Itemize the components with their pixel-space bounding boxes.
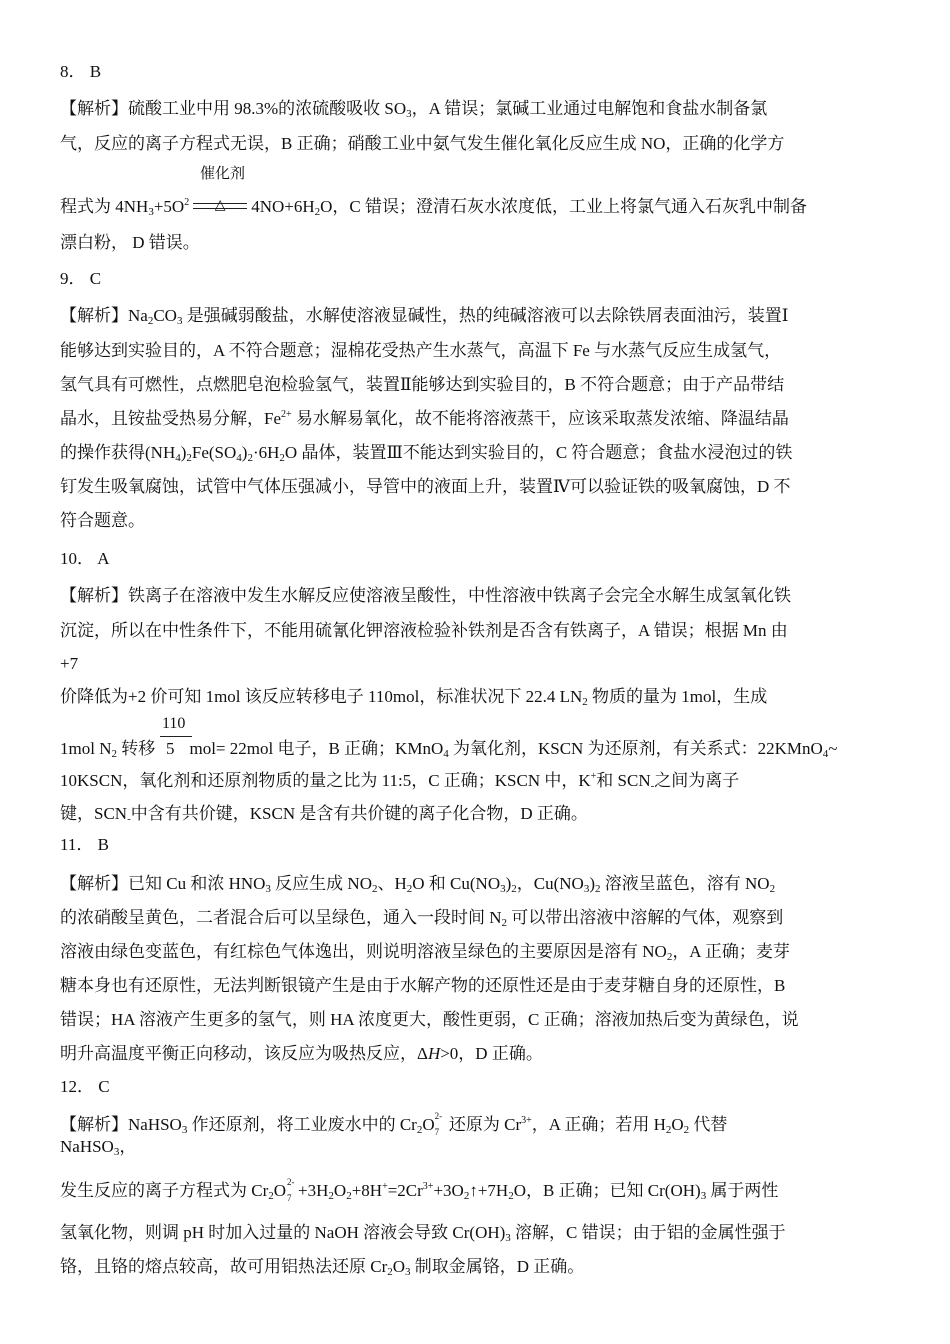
fraction-bar <box>160 736 192 737</box>
explanation-10-line-3: +7 <box>60 654 79 673</box>
fraction-denominator: 5 <box>165 739 175 758</box>
answer-11: 11． B <box>60 835 109 854</box>
explanation-11-line-6: 明升高温度平衡正向移动，该反应为吸热反应，ΔH>0，D 正确。 <box>60 1044 543 1063</box>
explanation-10-line-7: 键，$SCN_-$中含有共价键，KSCN 是含有共价键的离子化合物，D 正确。 <box>60 804 588 825</box>
explanation-9-line-2: 能够达到实验目的，A 不符合题意；湿棉花受热产生水蒸气，高温下 Fe 与水蒸气反应生成氢气， <box>60 341 782 360</box>
explanation-9-line-5: 的操作获得$(NH_4)_2Fe(SO_4)_2\cdot 6H_2O$ 晶体，装置Ⅲ不能达到实验目的，C 符合题意；食盐水浸泡过的铁 <box>60 443 793 464</box>
explanation-8-line-3: 程式为 $4NH_3+5O^2$ △ $4NO+6H_2O$，C 错误；澄清石灰水浓度低，工业上将氯气通入石灰乳中制备 <box>60 197 807 218</box>
explanation-9-line-6: 钉发生吸氧腐蚀，试管中气体压强减小，导管中的液面上升，装置Ⅳ可以验证铁的吸氧腐蚀，D 不 <box>60 477 791 496</box>
explanation-11-line-1: 【解析】已知 Cu 和浓 $HNO_3$ 反应生成 $NO_2$、$H_2O$ 和 $Cu(NO_3)_2$，$Cu(NO_3)_2$ 溶液呈蓝色，溶有 $NO_2$ <box>60 874 776 895</box>
catalyst-arrow-icon: △ <box>193 203 247 209</box>
explanation-11-line-2: 的浓硝酸呈黄色，二者混合后可以呈绿色，通入一段时间 $N_2$ 可以带出溶液中溶解的气体，观察到 <box>60 908 784 929</box>
answer-10: 10． A <box>60 549 110 568</box>
explanation-9-line-4: 晶水，且铵盐受热易分解，$Fe^{2+}$ 易水解易氧化，故不能将溶液蒸干，应该采取蒸发浓缩、降温结晶 <box>60 409 789 428</box>
explanation-8-line-4: 漂白粉， D 错误。 <box>60 233 200 252</box>
explanation-9-line-3: 氢气具有可燃性，点燃肥皂泡检验氢气，装置Ⅱ能够达到实验目的，B 不符合题意；由于产品带结 <box>60 375 785 394</box>
explanation-12-line-3: 发生反应的离子方程式为 $Cr_2O$ 2- 7 $+3H_2O_2+8H^+=2Cr^{3+}+3O_2↑+7H_2O$，B 正确；已知 $Cr(OH)_3$ 属于两性 <box>60 1177 779 1203</box>
explanation-10-line-6: 10KSCN，氧化剂和还原剂物质的量之比为 11:5，C 正确；KSCN 中，K+和 $SCN_-$之间为离子 <box>60 771 740 792</box>
explanation-12-line-4: 氢氧化物，则调 pH 时加入过量的 NaOH 溶液会导致 $Cr(OH)_3$ 溶解，C 错误；由于铝的金属性强于 <box>60 1223 786 1244</box>
explanation-10-line-1: 【解析】铁离子在溶液中发生水解反应使溶液呈酸性，中性溶液中铁离子会完全水解生成氢氧化铁 <box>60 586 791 605</box>
explanation-9-line-7: 符合题意。 <box>60 511 145 530</box>
explanation-11-line-5: 错误；HA 溶液产生更多的氢气，则 HA 浓度更大，酸性更弱，C 正确；溶液加热后变为黄绿色，说 <box>60 1010 799 1029</box>
explanation-10-line-5: 1mol $N_2$ 转移 5 mol= 22mol 电子，B 正确；KMnO$_4$ 为氧化剂，KSCN 为还原剂，有关系式：22KMnO$_4$~ <box>60 739 838 760</box>
fraction-numerator: 110 <box>162 715 186 732</box>
explanation-11-line-3: 溶液由绿色变蓝色，有红棕色气体逸出，则说明溶液呈绿色的主要原因是溶有 $NO_2$，A 正确；麦芽 <box>60 942 790 963</box>
explanation-10-line-2: 沉淀，所以在中性条件下，不能用硫氰化钾溶液检验补铁剂是否含有铁离子，A 错误；根据 Mn 由 <box>60 621 788 640</box>
explanation-10-line-4: 价降低为+2 价可知 1mol 该反应转移电子 110mol，标准状况下 22.4 $LN_2$ 物质的量为 1mol，生成 <box>60 687 768 708</box>
explanation-8-line-1: 【解析】硫酸工业中用 98.3%的浓硫酸吸收 $SO_3$，A 错误；氯碱工业通过电解饱和食盐水制备氯 <box>60 99 768 120</box>
explanation-12-line-5: 铬，且铬的熔点较高，故可用铝热法还原 $Cr_2O_3$ 制取金属铬，D 正确。 <box>60 1257 585 1278</box>
answer-8: 8． B <box>60 62 102 81</box>
catalyst-label: 催化剂 <box>200 164 246 182</box>
explanation-12-line-2: NaHSO$_3$， <box>60 1137 137 1158</box>
answer-9: 9． C <box>60 269 102 288</box>
explanation-9-line-1: 【解析】$Na_2CO_3$ 是强碱弱酸盐，水解使溶液显碱性，热的纯碱溶液可以去除铁屑表面油污，装置Ⅰ <box>60 306 789 327</box>
explanation-11-line-4: 糖本身也有还原性，无法判断银镜产生是由于水解产物的还原性还是由于麦芽糖自身的还原性，B <box>60 976 786 995</box>
answer-12: 12． C <box>60 1077 110 1096</box>
explanation-12-line-1: 【解析】NaHSO$_3$ 作还原剂，将工业废水中的 $Cr_2O$ 2- 7 还原为 $Cr^{3+}$，A 正确；若用 $H_2O_2$ 代替 <box>60 1111 728 1137</box>
explanation-8-line-2: 气，反应的离子方程式无误，B 正确；硝酸工业中氨气发生催化氧化反应生成 NO，正确的化学方 <box>60 134 785 153</box>
